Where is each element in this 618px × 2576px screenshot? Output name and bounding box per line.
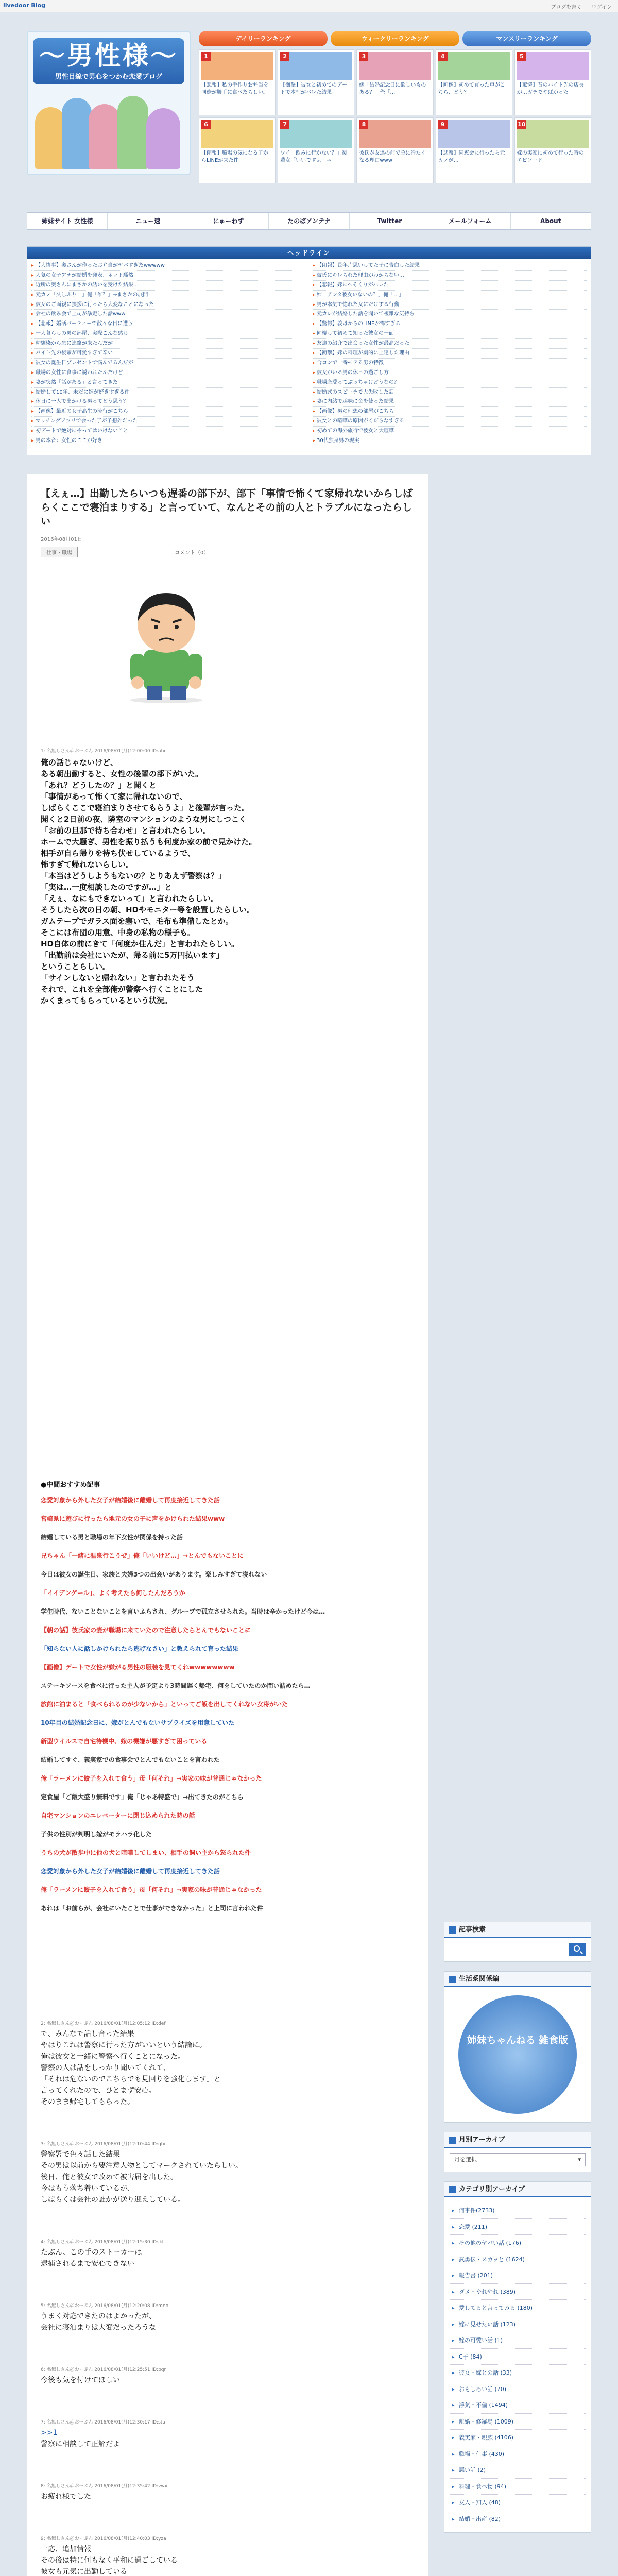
category-item[interactable]: ▸ C子 (84) [450, 2349, 586, 2365]
category-list [450, 2202, 586, 2527]
headline-item[interactable]: ▶ 近所の奥さんにまさかの誘いを受けた結果… [31, 281, 305, 291]
headline-item[interactable]: ▶ 職場の女性に食事に誘われたんだけど [31, 368, 305, 378]
op-line: ということらしい。 [41, 962, 111, 971]
top-bar [0, 0, 618, 12]
global-nav [27, 212, 591, 230]
response-post [41, 2366, 417, 2386]
nav-item[interactable]: にゅーわず [188, 213, 269, 229]
headline-item[interactable]: ▶ 元カノ「久しぶり！」俺「誰？」→まさかの展開 [31, 291, 305, 300]
recommend-link[interactable]: うちの犬が散歩中に他の犬と喧嘩してしまい、相手の飼い主から怒られた件 [41, 1849, 251, 1856]
search-widget [444, 1922, 591, 1962]
promo-widget-heading: 生活系関係編 [444, 1972, 591, 1987]
ranking-title: 【画像】初めて買った車がこちら、どう？ [438, 82, 505, 95]
headline-item[interactable]: ▶ 結婚して10年、未だに嫁が好きすぎる件 [31, 388, 305, 398]
op-line: 俺の話じゃないけど、 [41, 758, 118, 767]
headline-item[interactable]: ▶ 彼女の誕生日プレゼントで悩んでるんだが [31, 359, 305, 368]
op-line: 「事情があって怖くて家に帰れないので、 [41, 792, 187, 801]
recommend-link[interactable]: あれは「お前らが、会社にいたことで仕事ができなかった」と上司に言われた件 [41, 1905, 264, 1912]
nav-item[interactable]: たのばアンテナ [269, 213, 349, 229]
headline-item[interactable]: ▶ 【画像】男の理想の部屋がこちら [313, 407, 587, 417]
logo-characters-illustration [35, 92, 182, 169]
recommend-link[interactable]: 【朝の話】彼氏家の妻が職場に来ていたので注意したらとんでもないことに [41, 1626, 251, 1634]
ranking-number: 2 [280, 52, 289, 61]
recommend-link[interactable]: 新型ウイルスで自宅待機中、嫁の機嫌が悪すぎて困っている [41, 1738, 208, 1745]
ranking-title: 【悲報】同窓会に行ったら元カノが… [438, 150, 505, 163]
response-line: 俺は彼女と一緒に警察へ行くことになった。 [41, 2053, 185, 2061]
category-item[interactable]: ▸ ダメ・やれやれ (389) [450, 2284, 586, 2300]
ranking-thumbnail [280, 120, 352, 148]
ranking-number: 10 [517, 120, 526, 129]
response-line: たぶん、この手のストーカーは [41, 2248, 142, 2257]
category-item[interactable]: ▸ 嫁の可愛い話 (1) [450, 2332, 586, 2349]
response-line: 後日、俺と彼女で改めて被害届を出した。 [41, 2173, 178, 2181]
ranking-thumbnail [438, 120, 510, 148]
headline-item[interactable]: ▶ 【画像】最近の女子高生の流行がこちら [31, 407, 305, 417]
headline-item[interactable]: ▶ 職場恋愛ってぶっちゃけどうなの？ [313, 378, 587, 388]
site-header [27, 15, 591, 191]
op-line: HD自体の前にきて「何度か住んだ」と言われたらしい。 [41, 939, 239, 948]
op-post [41, 748, 422, 1006]
promo-widget [444, 1971, 591, 2123]
headline-item[interactable]: ▶ 30代独身男の現実 [313, 436, 587, 446]
headline-item[interactable]: ▶ 休日に一人で出かける男ってどう思う？ [31, 397, 305, 407]
headline-item[interactable]: ▶ 幼馴染から急に連絡が来たんだが [31, 339, 305, 349]
op-line: そこには布団の用意、中身の私物の様子も。 [41, 928, 196, 937]
ranking-tabs [199, 31, 591, 46]
recommend-link[interactable]: ステーキソースを食べに行った主人が予定より3時間遅く帰宅、何をしていたのか問い詰めたら… [41, 1682, 311, 1689]
write-blog-link[interactable]: ブログを書く [551, 5, 582, 10]
recommend-link[interactable]: 自宅マンションのエレベーターに閉じ込められた時の話 [41, 1812, 195, 1819]
ranking-title: 嫁の実家に初めて行った時のエピソード [517, 150, 584, 163]
response-post [41, 2535, 417, 2576]
headline-item[interactable]: ▶ 【朗報】長年片思いしてた子に告白した結果 [313, 261, 587, 271]
site-logo[interactable] [27, 31, 191, 175]
recommend-link[interactable]: 定食屋「ご飯大盛り無料です」俺「じゃあ特盛で」→出てきたのがこちら [41, 1793, 244, 1801]
headline-item[interactable]: ▶ 【大惨事】奥さんが作ったお弁当がヤバすぎたwwwww [31, 261, 305, 271]
article-category-badge[interactable]: 仕事・職場 [41, 547, 78, 557]
ranking-thumbnail [201, 120, 273, 148]
login-link[interactable]: ログイン [591, 5, 612, 10]
op-line: 怖すぎて帰れないらしい。 [41, 860, 134, 869]
response-post [41, 2239, 417, 2269]
ranking-number: 1 [201, 52, 211, 61]
response-line: その後は特に何もなく平和に過ごしている [41, 2556, 178, 2565]
category-item[interactable]: ▸ その他のヤバい話 (176) [450, 2235, 586, 2251]
recommend-link[interactable]: 10年目の結婚記念日に、嫁がとんでもないサプライズを用意していた [41, 1719, 235, 1726]
headline-item[interactable]: ▶ 【驚愕】義母からのLINEが怖すぎる [313, 319, 587, 329]
tab-monthly-ranking[interactable]: マンスリーランキング [462, 31, 591, 46]
category-item[interactable]: ▸ 料理・食べ物 (94) [450, 2479, 586, 2495]
response-line: その男は以前から要注意人物としてマークされていたらしい。 [41, 2162, 243, 2170]
livedoor-brand-link[interactable]: livedoor Blog [3, 2, 46, 9]
recommend-link[interactable]: 学生時代、ないことないことを言いふらされ、グループで孤立させられた。当時は辛かったけど今は… [41, 1608, 325, 1615]
ranking-title: ワイ「飲みに行かない？」後輩女「いいですよ」→ [280, 150, 347, 163]
category-item[interactable]: ▸ 結婚・出産 (82) [450, 2511, 586, 2528]
category-item[interactable]: ▸ 報告書 (201) [450, 2267, 586, 2284]
ranking-card[interactable] [514, 117, 591, 183]
ranking-card[interactable] [278, 49, 354, 115]
ranking-thumbnail [517, 120, 589, 148]
category-item[interactable]: ▸ おもしろい話 (70) [450, 2381, 586, 2398]
category-item[interactable]: ▸ 恋愛 (211) [450, 2219, 586, 2235]
ranking-card[interactable] [514, 49, 591, 115]
response-line: 「それは危ないのでこちらでも見回りを強化します」と [41, 2075, 221, 2083]
recommend-list [41, 1495, 417, 1913]
response-post [41, 2302, 417, 2333]
recommend-link[interactable]: 「イイデンゲール」、よく考えたら何したんだろうか [41, 1589, 185, 1597]
article-header [27, 474, 428, 557]
headline-item[interactable]: ▶ 妻が突然「話がある」と言ってきた [31, 378, 305, 388]
response-line: 彼女も元気に出勤している [41, 2568, 127, 2576]
ranking-title: 【朗報】職場の気になる子からLINEが来た件 [201, 150, 268, 163]
op-line: しばらくここで寝泊まりさせてもらうよ」と後輩が言った。 [41, 803, 250, 812]
op-line: ある朝出勤すると、女性の後輩の部下がいた。 [41, 769, 203, 778]
op-line: 「サインしないと帰れない」と言われたそう [41, 973, 195, 982]
response-post [41, 2419, 417, 2450]
response-header: 4: 名無しさん＠おーぷん 2016/08/01(月)12:15:30 ID:jkl [41, 2240, 164, 2245]
response-header: 5: 名無しさん＠おーぷん 2016/08/01(月)12:20:08 ID:mno [41, 2303, 169, 2309]
response-post [41, 2483, 417, 2502]
recommend-link[interactable]: 恋愛対象から外した女子が結婚後に離婚して再度接近してきた話 [41, 1868, 220, 1875]
response-line[interactable]: >>1 [41, 2429, 58, 2437]
article-date: 2016年08月01日 [41, 537, 82, 543]
ranking-grid [199, 49, 591, 183]
recommend-link[interactable]: 子供の性別が判明し嫁がモラハラ化した [41, 1831, 152, 1838]
nav-item[interactable]: メールフォーム [430, 213, 510, 229]
headline-item[interactable]: ▶ 【悲報】嫁にへそくりがバレた [313, 281, 587, 291]
headline-item[interactable]: ▶ 一人暮らしの男の部屋、実際こんな感じ [31, 329, 305, 339]
headline-box [27, 246, 591, 455]
headline-item[interactable]: ▶ 人気の女子アナが結婚を発表、ネット騒然 [31, 271, 305, 281]
headline-item[interactable]: ▶ 同棲して初めて知った彼女の一面 [313, 329, 587, 339]
article-comment-count[interactable]: コメント（0） [175, 550, 209, 556]
response-line: 一応、追加情報 [41, 2545, 91, 2553]
recommend-link[interactable]: 恋愛対象から外した女子が結婚後に離婚して再度接近してきた話 [41, 1497, 220, 1504]
headline-list-right [313, 261, 587, 446]
response-line: しばらくは会社の誰かが送り迎えしている。 [41, 2196, 185, 2204]
ranking-number: 7 [280, 120, 289, 129]
op-header: 1: 名無しさん＠おーぷん 2016/08/01(月)12:00:00 ID:abc [41, 749, 167, 754]
headline-item[interactable]: ▶ 初デートで絶対にやってはいけないこと [31, 427, 305, 436]
category-item[interactable]: ▸ 何事件(2733) [450, 2202, 586, 2219]
archive-widget [444, 2132, 591, 2172]
headline-list-left [31, 261, 305, 446]
article-main [27, 474, 428, 2576]
response-line: 会社に寝泊まりは大変だったろうな [41, 2324, 156, 2332]
category-item[interactable]: ▸ 友人・知人 (48) [450, 2495, 586, 2511]
response-line: 警察に相談して正解だよ [41, 2440, 120, 2448]
headline-title: ヘッドライン [27, 247, 591, 259]
recommend-link[interactable]: 結婚している男と職場の年下女性が関係を持った話 [41, 1534, 183, 1541]
response-line: そのまま帰宅してもらった。 [41, 2098, 134, 2106]
headline-item[interactable]: ▶ 結婚式のスピーチで大失敗した話 [313, 388, 587, 398]
article-meta [41, 547, 415, 557]
op-line: 「出勤前は会社にいたが、帰る前に5万円払います」 [41, 951, 224, 960]
response-line: 今後も気を付けてほしい [41, 2376, 120, 2384]
article-title[interactable]: 【えぇ…】出勤したらいつも遅番の部下が、部下「事情で怖くて家帰れないからしばらくここで寝泊まりする」と言っていて、なんとその前の人とトラブルになったらしい [41, 488, 413, 527]
op-line: 「実は…一度相談したのですが…」と [41, 883, 173, 892]
headline-item[interactable]: ▶ 男の本音：女性のここが好き [31, 436, 305, 446]
ranking-card[interactable] [199, 49, 276, 115]
category-item[interactable]: ▸ 義実家・親族 (4106) [450, 2430, 586, 2446]
recommend-link[interactable]: 俺「ラーメンに餃子を入れて食う」母「何それ」→実家の味が普通じゃなかった [41, 1775, 262, 1782]
headline-item[interactable]: ▶ 【衝撃】嫁の料理が劇的に上達した理由 [313, 349, 587, 359]
recommend-link[interactable]: 結婚してすぐ、義実家での食事会でとんでもないことを言われた [41, 1756, 220, 1764]
op-line: 相手が自ら帰りを待ち伏せしているようで、 [41, 849, 195, 858]
category-item[interactable]: ▸ 愛してると言ってみる (180) [450, 2300, 586, 2316]
ranking-thumbnail [438, 52, 510, 80]
headline-item[interactable]: ▶ 妻に内緒で趣味に金を使った結果 [313, 397, 587, 407]
headline-item[interactable]: ▶ 友達の紹介で出会った女性が最高だった [313, 339, 587, 349]
ranking-thumbnail [280, 52, 352, 80]
headline-item[interactable]: ▶ 会社の飲み会で上司が暴走した話www [31, 310, 305, 319]
search-icon [574, 1945, 580, 1952]
recommend-link[interactable]: 【画像】デートで女性が嫌がる男性の服装を見てくれwwwwwwww [41, 1664, 235, 1671]
topbar-links [542, 3, 612, 10]
recommend-link[interactable]: 今日は彼女の誕生日、家族と夫婦3つの出会いがあります。楽しみすぎて寝れない [41, 1571, 267, 1578]
op-line: 「本当はどうしようもないの？とりあえず警察は？」 [41, 871, 227, 880]
recommend-link[interactable]: 「知らない人に話しかけられたら逃げなさい」と教えられて育った結果 [41, 1645, 239, 1652]
headline-item[interactable]: ▶ 男が本気で惚れた女にだけする行動 [313, 300, 587, 310]
nav-item[interactable]: 姉妹サイト 女性様 [27, 213, 108, 229]
logo-title: 〜男性様〜 [33, 38, 184, 84]
headline-item[interactable]: ▶ 初めての海外旅行で彼女と大喧嘩 [313, 427, 587, 436]
op-line: 「えぇ、なにもできないって」と言われたらしい。 [41, 894, 219, 903]
ranking-thumbnail [201, 52, 273, 80]
response-post [41, 2020, 417, 2108]
recommend-section [41, 1479, 417, 1922]
response-header: 7: 名無しさん＠おーぷん 2016/08/01(月)12:30:17 ID:stu [41, 2420, 166, 2425]
op-line: 聞くと2日前の夜、隣室のマンションのような男にしつこく [41, 815, 247, 824]
ranking-title: 嫁「結婚記念日に欲しいものある？」俺「…」 [359, 82, 426, 95]
category-item[interactable]: ▸ 彼女・嫁との話 (33) [450, 2365, 586, 2381]
response-post [41, 2141, 417, 2206]
ranking-number: 5 [517, 52, 526, 61]
category-item[interactable]: ▸ 浮気・不倫 (1494) [450, 2397, 586, 2414]
sidebar [444, 1922, 591, 2542]
headline-item[interactable]: ▶ マッチングアプリで会った子が予想外だった [31, 417, 305, 427]
nav-item[interactable]: About [540, 217, 561, 225]
response-line: で、みんなで話し合った結果 [41, 2030, 134, 2038]
ranking-area [199, 31, 591, 183]
op-line: かくまってもらっているという状況。 [41, 996, 173, 1005]
recommend-heading: ●中間おすすめ記事 [41, 1481, 100, 1489]
headline-item[interactable]: ▶ 元カレが結婚した話を聞いて複雑な気持ち [313, 310, 587, 319]
tab-daily-ranking[interactable]: デイリーランキング [199, 31, 328, 46]
headline-item[interactable]: ▶ 合コンで一番モテる男の特徴 [313, 359, 587, 368]
tab-weekly-ranking[interactable]: ウィークリーランキング [331, 31, 459, 46]
search-input[interactable] [450, 1943, 569, 1956]
op-body [41, 757, 422, 1006]
headline-item[interactable]: ▶ バイト先の後輩が可愛すぎて辛い [31, 349, 305, 359]
response-line: 逮捕されるまで安心できない [41, 2260, 134, 2268]
response-line: 今はもう落ち着いているが、 [41, 2184, 134, 2193]
ranking-title: 【悲報】私の手作りお弁当を同僚が勝手に食べたらしい。 [201, 82, 268, 95]
ranking-card[interactable] [356, 117, 433, 183]
response-header: 8: 名無しさん＠おーぷん 2016/08/01(月)12:35:42 ID:vwx [41, 2484, 168, 2489]
category-item[interactable]: ▸ 武勇伝・スカッと (1624) [450, 2251, 586, 2268]
archive-month-select[interactable]: 月を選択 ▾ [450, 2153, 586, 2166]
ranking-card[interactable] [436, 117, 512, 183]
headline-item[interactable]: ▶ 彼女との喧嘩の原因がくだらなすぎる [313, 417, 587, 427]
ranking-number: 6 [201, 120, 211, 129]
logo-subtitle: 男性目線で男心をつかむ恋愛ブログ [55, 73, 162, 81]
response-header: 6: 名無しさん＠おーぷん 2016/08/01(月)12:25:51 ID:pqr [41, 2367, 166, 2372]
op-line: 「お前の旦那で待ち合わせ」と言われたらしい。 [41, 826, 211, 835]
ranking-title: 彼氏が友達の前で急に冷たくなる理由www [359, 150, 426, 163]
ranking-title: 【驚愕】昔のバイト先の店長が…ガチでやばかった [517, 82, 584, 95]
search-widget-heading: 記事検索 [444, 1922, 591, 1938]
recommend-link[interactable]: 俺「ラーメンに餃子を入れて食う」母「何それ」→実家の味が普通じゃなかった [41, 1886, 262, 1893]
category-item[interactable]: ▸ 職場・仕事 (430) [450, 2446, 586, 2463]
ranking-thumbnail [517, 52, 589, 80]
recommend-link[interactable]: 宮崎県に遊びに行ったら地元の女の子に声をかけられた結果www [41, 1515, 225, 1522]
ranking-card[interactable] [436, 49, 512, 115]
op-line: ガムテープでガラス面を塞いで、毛布も準備したとか。 [41, 917, 233, 926]
response-line: お疲れ様でした [41, 2493, 91, 2501]
op-line: そうしたら次の日の朝、HDやモニター等を設置したらしい。 [41, 905, 255, 914]
op-line: ホームで大騒ぎ、男性を振り払うも何度か家の前で見かけた。 [41, 837, 257, 846]
op-line: それで、これを全部俺が警察へ行くことにした [41, 985, 203, 994]
recommend-link[interactable]: 兄ちゃん「一緒に温泉行こうぜ」俺「いいけど…」→とんでもないことに [41, 1552, 244, 1560]
promo-banner[interactable]: 姉妹ちゃんねる 雑食版 [458, 1995, 577, 2114]
op-line: 「あれ？どうしたの？」と聞くと [41, 781, 157, 790]
category-item[interactable]: ▸ 離婚・修羅場 (1009) [450, 2414, 586, 2430]
category-item[interactable]: ▸ 嫁に見せたい話 (123) [450, 2316, 586, 2333]
response-header: 9: 名無しさん＠おーぷん 2016/08/01(月)12:40:03 ID:yza [41, 2536, 166, 2541]
headline-item[interactable]: ▶ 彼女のご両親に挨拶に行ったら大変なことになった [31, 300, 305, 310]
nav-item[interactable]: Twitter [350, 213, 430, 229]
angry-man-illustration [99, 572, 233, 706]
ranking-thumbnail [359, 120, 431, 148]
category-item[interactable]: ▸ 悪い話 (2) [450, 2462, 586, 2479]
page-wrapper [27, 15, 591, 2576]
ranking-number: 3 [359, 52, 368, 61]
response-header: 2: 名無しさん＠おーぷん 2016/08/01(月)12:05:12 ID:def [41, 2021, 166, 2026]
category-widget-heading: カテゴリ別アーカイブ [444, 2182, 591, 2197]
response-line: 警察署で色々話した結果 [41, 2150, 120, 2159]
response-line: 言ってくれたので、ひとまず安心。 [41, 2087, 156, 2095]
response-header: 3: 名無しさん＠おーぷん 2016/08/01(月)12:10:44 ID:ghi [41, 2142, 166, 2147]
category-widget [444, 2181, 591, 2533]
ranking-number: 9 [438, 120, 448, 129]
ranking-thumbnail [359, 52, 431, 80]
ranking-card[interactable] [356, 49, 433, 115]
ranking-card[interactable] [278, 117, 354, 183]
archive-widget-heading: 月別アーカイブ [444, 2132, 591, 2148]
ranking-number: 8 [359, 120, 368, 129]
search-button[interactable] [569, 1943, 586, 1956]
headline-item[interactable]: ▶ 彼氏にキレられた理由がわからない… [313, 271, 587, 281]
headline-item[interactable]: ▶ 姉「アンタ彼女いないの？」俺「…」 [313, 291, 587, 300]
nav-item[interactable]: ニュー速 [108, 213, 188, 229]
response-line: 警察の人は話をしっかり聞いてくれて、 [41, 2064, 170, 2072]
headline-item[interactable]: ▶ 【悲報】婚活パーティーで散々な目に遭う [31, 319, 305, 329]
response-line: やはりこれは警察に行った方がいいという結論に。 [41, 2041, 207, 2049]
ranking-title: 【衝撃】彼女と初めてのデートで本性がバレた結果 [280, 82, 348, 95]
response-line: うまく対応できたのはよかったが、 [41, 2312, 156, 2320]
headline-item[interactable]: ▶ 彼女がいる男の休日の過ごし方 [313, 368, 587, 378]
recommend-link[interactable]: 旅館に泊まると「食べられるのが少ないから」といってご飯を出してくれない女将がいた [41, 1701, 288, 1708]
ranking-card[interactable] [199, 117, 276, 183]
ranking-number: 4 [438, 52, 448, 61]
